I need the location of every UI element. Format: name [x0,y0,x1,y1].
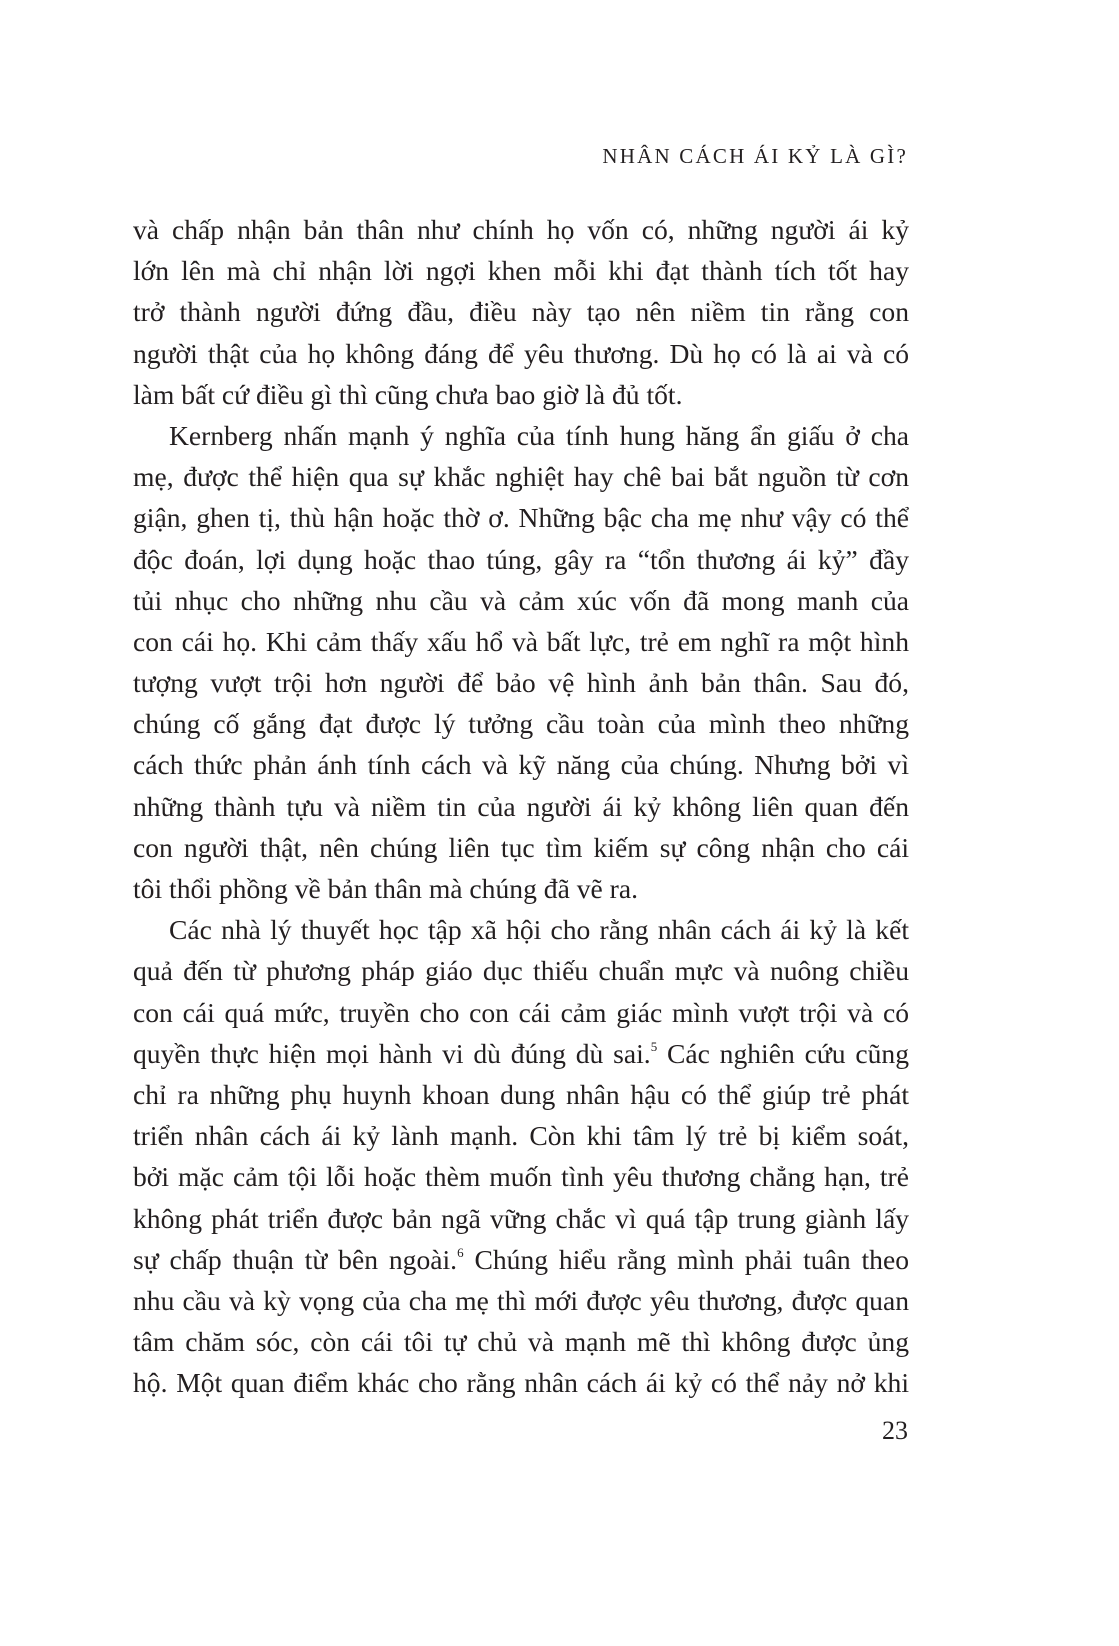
running-header-title: NHÂN CÁCH ÁI KỶ LÀ GÌ? [602,144,908,168]
text-line: tâm chăm sóc, còn cái tôi tự chủ và mạnh mẽ thì không được ủng [133,1326,909,1358]
text-line: không phát triển được bản ngã vững chắc vì quá tập trung giành lấy [133,1202,909,1234]
text-line: triển nhân cách ái kỷ lành mạnh. Còn khi tâm lý trẻ bị kiểm soát, [133,1120,909,1152]
text-line: chúng cố gắng đạt được lý tưởng cầu toàn của mình theo những [133,708,909,740]
footnote-ref-6[interactable]: 6 [457,1244,464,1260]
text-line: quả đến từ phương pháp giáo dục thiếu chuẩn mực và nuông chiều [133,955,909,987]
footnote-ref-5[interactable]: 5 [650,1038,658,1054]
text-line-with-footnote [133,1239,909,1280]
text-line: và chấp nhận bản thân như chính họ vốn có, những người ái kỷ [133,214,909,245]
text-segment: Các nghiên cứu cũng [657,1037,909,1069]
text-line: độc đoán, lợi dụng hoặc thao túng, gây ra “tổn thương ái kỷ” đầy [133,543,909,575]
paragraph-first-line: Các nhà lý thuyết học tập xã hội cho rằng nhân cách ái kỷ là kết [169,914,909,946]
text-line: những thành tựu và niềm tin của người ái kỷ không liên quan đến [133,790,909,822]
text-line: con cái họ. Khi cảm thấy xấu hổ và bất lực, trẻ em nghĩ ra một hình [133,625,909,657]
text-line: con cái quá mức, truyền cho con cái cảm giác mình vượt trội và có [133,996,909,1028]
text-line: trở thành người đứng đầu, điều này tạo nên niềm tin rằng con [133,296,909,328]
text-line: con người thật, nên chúng liên tục tìm kiếm sự công nhận cho cái [133,831,909,863]
paragraph-first-line: Kernberg nhấn mạnh ý nghĩa của tính hung hăng ẩn giấu ở cha [169,419,909,451]
text-line: lớn lên mà chỉ nhận lời ngợi khen mỗi khi đạt thành tích tốt hay [133,255,909,287]
text-line: giận, ghen tị, thù hận hoặc thờ ơ. Những bậc cha mẹ như vậy có thể [133,502,909,534]
text-line: bởi mặc cảm tội lỗi hoặc thèm muốn tình yêu thương chẳng hạn, trẻ [133,1161,909,1193]
text-segment: sự chấp thuận từ bên ngoài. [133,1243,458,1275]
text-line: chỉ ra những phụ huynh khoan dung nhân hậu có thể giúp trẻ phát [133,1078,909,1110]
text-line: tủi nhục cho những nhu cầu và cảm xúc vốn đã mong manh của [133,584,909,616]
text-line: người thật của họ không đáng để yêu thương. Dù họ có là ai và có [133,337,909,369]
text-segment: Chúng hiểu rằng mình phải tuân theo [463,1243,909,1275]
text-segment: quyền thực hiện mọi hành vi dù đúng dù sai. [133,1037,651,1069]
text-line-with-footnote [133,1033,909,1074]
text-line: hộ. Một quan điểm khác cho rằng nhân cách ái kỷ có thể nảy nở khi [133,1367,909,1399]
body-text [133,209,909,1403]
text-line: nhu cầu và kỳ vọng của cha mẹ thì mới được yêu thương, được quan [133,1284,909,1316]
text-line: mẹ, được thể hiện qua sự khắc nghiệt hay chê bai bắt nguồn từ cơn [133,461,909,493]
text-line: tôi thổi phồng về bản thân mà chúng đã vẽ ra. [133,873,638,904]
text-line: làm bất cứ điều gì thì cũng chưa bao giờ là đủ tốt. [133,378,683,410]
page-number: 23 [882,1416,908,1445]
text-line: tượng vượt trội hơn người để bảo vệ hình ảnh bản thân. Sau đó, [133,667,909,699]
text-line: cách thức phản ánh tính cách và kỹ năng của chúng. Nhưng bởi vì [133,749,909,781]
